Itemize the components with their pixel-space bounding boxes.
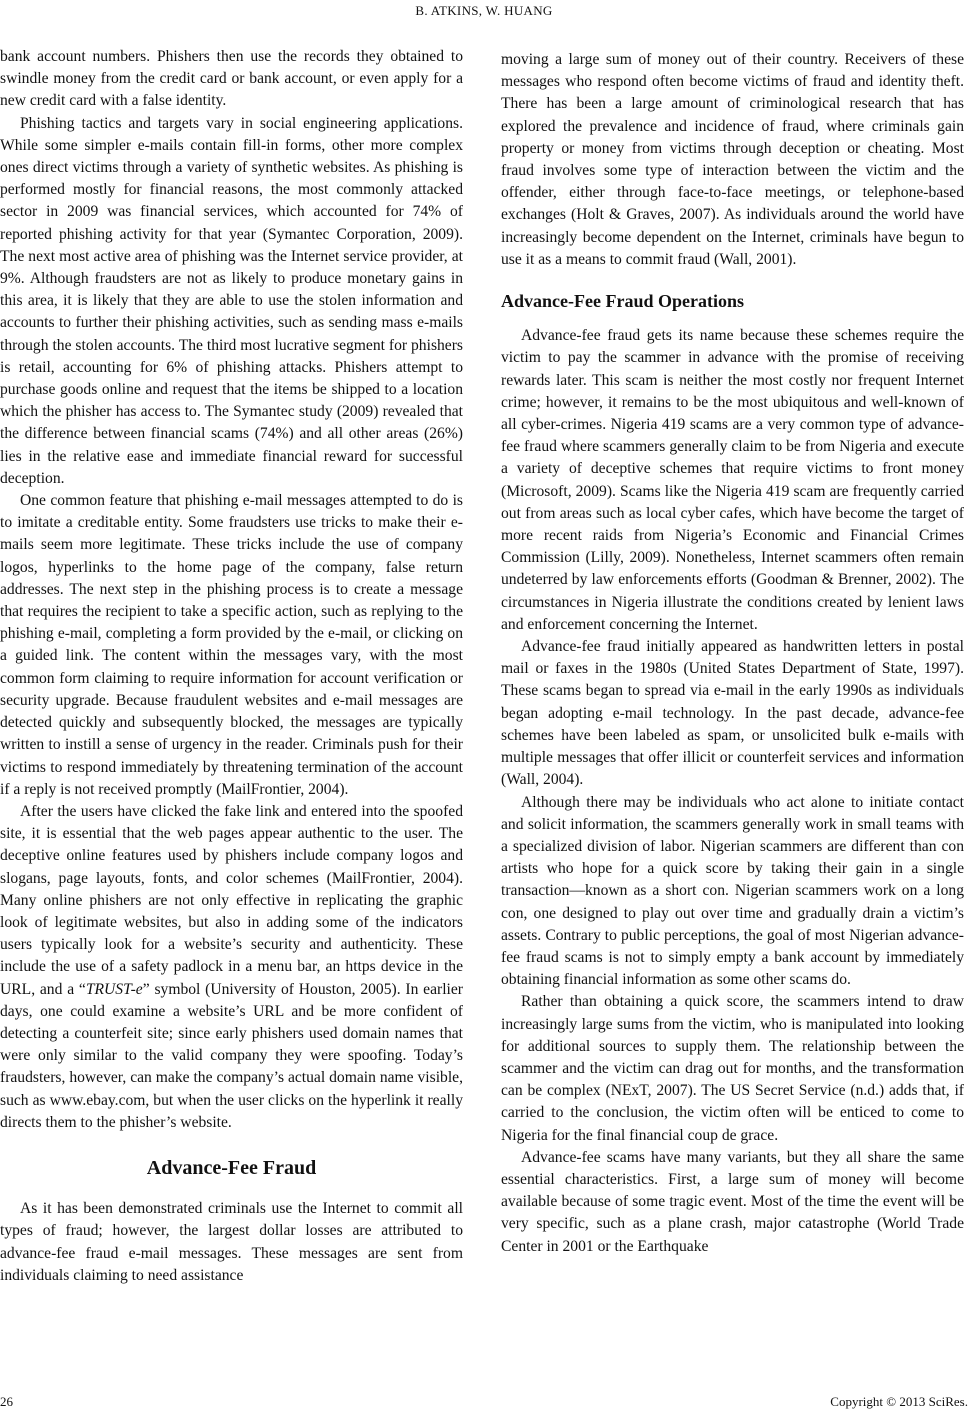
left-paragraph-3: One common feature that phishing e-mail messages attempted to do is to imitate a creditable entity. Some fraudsters use tricks to make their e-mails seem more legitimate. These tricks include the use of company logos, hyperlinks to the home page of the company, false return addresses. The next step in the phishing process is to create a message that requires the recipient to take a specific action, such as replying to the phishing e-mail, completing a form provided by the e-mail, or clicking on a guided link. The content within the messages vary, with the most common form claiming to require information for account verification or security upgrade. Because fraudulent websites and e-mail messages are detected quickly and subsequently blocked, the messages are typically written to instill a sense of urgency in the reader. Criminals push for their victims to respond immediately by threatening termination of the account if a reply is not received promptly (MailFrontier, 2004).: [0, 492, 463, 798]
section-heading-advance-fee-fraud-operations: Advance-Fee Fraud Operations: [501, 291, 744, 312]
left-paragraph-2: Phishing tactics and targets vary in social engineering applications. While some simpler e-mails contain fill-in forms, other more complex ones direct victims through a variety of synthetic websites. As phishing is performed mostly for financial reasons, the most commonly attacked sector in 2009 was financial services, which accounted for 74% of reported phishing activity for that year (Symantec Corporation, 2009). The next most active area of phishing was the Internet service provider, at 9%. Although fraudsters are not as likely to produce monetary gains in this area, it is likely that they are able to use the stolen information and accounts to further their phishing activities, such as sending mass e-mails through the stolen accounts. The third most lucrative segment for phishers is retail, accounting for 6% of phishing attacks. Phishers attempt to purchase goods online and request that the items be shipped to a location which the phisher has access to. The Symantec study (2009) revealed that the difference between financial scams (74%) and all other areas (26%) lies in the relative ease and immediate financial reward for successful deception.: [0, 114, 463, 487]
left-paragraph-4-text-a: After the users have clicked the fake link and entered into the spoofed site, it is essential that the web pages appear authentic to the user. The deceptive online features used by phishers include company logos and slogans, page layouts, fonts, and color schemes (MailFrontier, 2004). Many online phishers are not only effective in replicating the graphic look of legitimate websites, but also in adding some of the indicators users typically look for a website’s security and authenticity. These include the use of a safety padlock in a menu bar, an https device in the URL, and a “: [0, 802, 463, 998]
left-paragraph-5: As it has been demonstrated criminals use the Internet to commit all types of fraud; however, the largest dollar losses are attributed to advance-fee fraud e-mail messages. These messages are sent from individuals claiming to need assistance: [0, 1200, 463, 1284]
trust-e-italic: TRUST-e: [85, 980, 143, 998]
left-paragraph-4: [0, 801, 463, 1134]
left-paragraph-4-text-b: ” symbol (University of Houston, 2005). In earlier days, one could examine a website’s URL and be more confident of detecting a counterfeit site; since early phishers used domain names that were only similar to the valid company they were spoofing. Today’s fraudsters, however, can make the company’s actual domain name visible, such as www.ebay.com, but when the user clicks on the hyperlink it really directs them to the phisher’s website.: [0, 980, 463, 1131]
left-column: [0, 46, 463, 1287]
right-paragraph-3: Advance-fee fraud initially appeared as handwritten letters in postal mail or faxes in the 1980s (United States Department of State, 1997). These scams began to spread via e-mail in the early 1990s as individuals began adopting e-mail technology. In the past decade, advance-fee schemes have been labeled as spam, or unsolicited bulk e-mails with multiple messages that offer illicit or counterfeit services and information (Wall, 2004).: [501, 638, 964, 789]
left-paragraph-1: bank account numbers. Phishers then use the records they obtained to swindle money from the credit card or bank account, or even apply for a new credit card with a false identity.: [0, 48, 463, 110]
copyright-notice: Copyright © 2013 SciRes.: [830, 1394, 968, 1409]
right-paragraph-1: moving a large sum of money out of their country. Receivers of these messages who respond often become victims of fraud and identity theft. There has been a large amount of criminological research that has explored the prevalence and incidence of fraud, where criminals gain property or money from victims through deception or cheating. Most fraud involves some type of interaction between the victim and the offender, either through face-to-face meetings, or telephone-based exchanges (Holt & Graves, 2007). As individuals around the world have increasingly become dependent on the Internet, criminals have begun to use it as a means to commit fraud (Wall, 2001).: [501, 51, 964, 268]
page-number: 26: [0, 1394, 13, 1409]
running-head: B. ATKINS, W. HUANG: [415, 3, 553, 18]
right-paragraph-2: Advance-fee fraud gets its name because these schemes require the victim to pay the scammer in advance with the promise of receiving rewards later. This scam is neither the most costly nor frequent Internet crime; however, it remains to be the most ubiquitous and well-known of all cyber-crimes. Nigeria 419 scams are a very common type of advance-fee fraud where scammers generally claim to be from Nigeria and execute a variety of deceptive schemes that require victims to front money (Microsoft, 2009). Scams like the Nigeria 419 scam are frequently carried out from areas such as local cyber cafes, which have become the target of more recent raids from Nigeria’s Economic and Financial Crimes Commission (Lilly, 2009). Nonetheless, Internet scammers often remain undeterred by law enforcements efforts (Goodman & Brenner, 2002). The circumstances in Nigeria illustrate the conditions created by lenient laws and enforcement concerning the Internet.: [501, 327, 964, 633]
right-paragraph-6: Advance-fee scams have many variants, but they all share the same essential characteristics. First, a large sum of money will become available because of some tragic event. Most of the time the event will be very specific, such as a plane crash, major catastrophe (World Trade Center in 2001 or the Earthquake: [501, 1148, 964, 1255]
right-paragraph-4: Although there may be individuals who act alone to initiate contact and solicit information, the scammers generally work in small teams with a specialized division of labor. Nigerian scammers are different than con artists who hope for a quick score by taking their gain in a single transaction—known as a short con. Nigerian scammers work on a long con, one designed to play out over time and gradually drain a victim’s assets. Contrary to public perceptions, the goal of most Nigerian advance-fee fraud scams is not to simply empty a bank account by immediately obtaining financial information as some other scams do.: [501, 793, 964, 989]
section-heading-advance-fee-fraud: Advance-Fee Fraud: [146, 1156, 317, 1179]
right-paragraph-5: Rather than obtaining a quick score, the scammers intend to draw increasingly large sums from the victim, who is manipulated into looking for additional sources to supply them. The relationship between the scammer and the victim can drag out for months, and the transformation can be complex (NExT, 2007). The US Secret Service (n.d.) adds that, if carried to the conclusion, the victim often will be enticed to come to Nigeria for the final financial coup de grace.: [501, 993, 964, 1144]
right-column: [501, 49, 964, 1258]
